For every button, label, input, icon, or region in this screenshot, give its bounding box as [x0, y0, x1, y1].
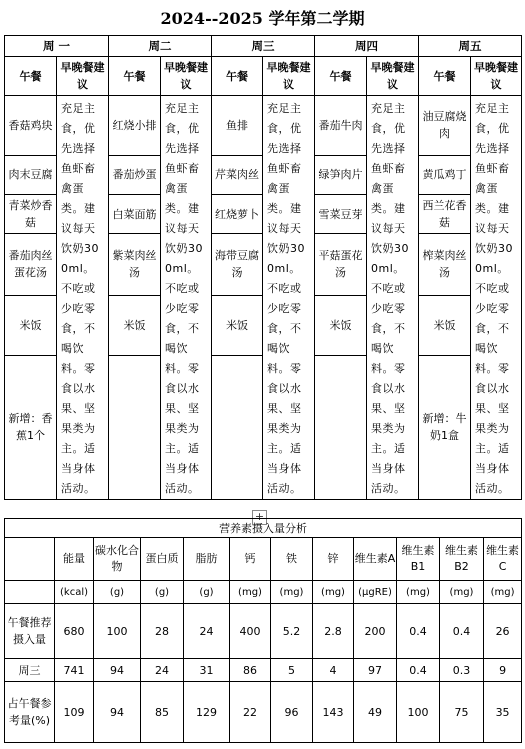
- lunch-extra: 新增：牛奶1盒: [419, 355, 471, 499]
- lunch-dish: 红烧萝卜: [212, 194, 263, 233]
- nutrient-header: 蛋白质: [141, 538, 184, 581]
- lunch-dish: 绿笋肉片: [315, 155, 367, 194]
- nutrient-value: 109: [55, 682, 94, 743]
- lunch-soup: 平菇蛋花汤: [315, 234, 367, 296]
- weekly-menu-table: [4, 35, 522, 500]
- lunch-soup: 紫菜肉丝汤: [109, 234, 161, 296]
- advice-header: 早晚餐建议: [367, 57, 419, 96]
- lunch-dish: 红烧小排: [109, 96, 161, 156]
- nutrient-value: 35: [484, 682, 522, 743]
- nutrient-value: 22: [230, 682, 271, 743]
- nutrient-header: 维生素A: [354, 538, 397, 581]
- lunch-staple: 米饭: [5, 295, 57, 355]
- nutrient-unit: (kcal): [55, 581, 94, 604]
- nutrient-value: 94: [94, 682, 141, 743]
- nutrient-header: 钙: [230, 538, 271, 581]
- meal-advice-thu: 充足主食，优先选择鱼虾畜禽蛋类。建议每天饮奶300ml。不吃或少吃零食，不喝饮料。零食以水果、坚果类为主。适当身体活动。: [367, 96, 419, 500]
- nutrient-header: 碳水化合物: [94, 538, 141, 581]
- lunch-dish: 芹菜肉丝: [212, 155, 263, 194]
- lunch-extra: [109, 355, 161, 499]
- nutrient-value: 75: [440, 682, 484, 743]
- lunch-dish: 黄瓜鸡丁: [419, 155, 471, 194]
- lunch-dish: 番茄炒蛋: [109, 155, 161, 194]
- nutrient-unit: (mg): [230, 581, 271, 604]
- lunch-staple: 米饭: [315, 295, 367, 355]
- nutrient-value: 28: [141, 604, 184, 659]
- nutrient-value: 2.8: [313, 604, 354, 659]
- nutrient-value: 4: [313, 659, 354, 682]
- page-title: 2024--2025 学年第二学期: [160, 9, 365, 28]
- nutrient-header: 维生素B2: [440, 538, 484, 581]
- lunch-dish: 肉末豆腐: [5, 155, 57, 194]
- nutrient-value: 100: [397, 682, 440, 743]
- lunch-extra: 新增：香蕉1个: [5, 355, 57, 499]
- nutrition-caption: 营养素摄入量分析: [5, 519, 522, 538]
- nutrient-value: 0.4: [397, 604, 440, 659]
- nutrient-value: 200: [354, 604, 397, 659]
- row-label-wednesday: 周三: [5, 659, 55, 682]
- day-header-fri: 周五: [419, 36, 522, 57]
- nutrient-value: 143: [313, 682, 354, 743]
- nutrient-unit: (mg): [484, 581, 522, 604]
- meal-advice-tue: 充足主食，优先选择鱼虾畜禽蛋类。建议每天饮奶300ml。不吃或少吃零食，不喝饮料。零食以水果、坚果类为主。适当身体活动。: [161, 96, 212, 500]
- meal-advice-mon: 充足主食，优先选择鱼虾畜禽蛋类。建议每天饮奶300ml。不吃或少吃零食，不喝饮料。零食以水果、坚果类为主。适当身体活动。: [57, 96, 109, 500]
- lunch-soup: 海带豆腐汤: [212, 234, 263, 296]
- nutrient-unit: (mg): [271, 581, 313, 604]
- nutrient-unit: (g): [184, 581, 230, 604]
- nutrition-analysis-table: [4, 518, 522, 743]
- corner-cell: [5, 538, 55, 581]
- nutrient-value: 96: [271, 682, 313, 743]
- add-table-handle-icon[interactable]: +: [252, 510, 267, 525]
- row-label-percent: 占午餐参考量(%): [5, 682, 55, 743]
- nutrient-value: 94: [94, 659, 141, 682]
- row-label-recommended: 午餐推荐摄入量: [5, 604, 55, 659]
- advice-header: 早晚餐建议: [471, 57, 522, 96]
- nutrient-value: 0.4: [440, 604, 484, 659]
- advice-header: 早晚餐建议: [161, 57, 212, 96]
- lunch-dish: 雪菜豆芽: [315, 194, 367, 233]
- nutrient-header: 铁: [271, 538, 313, 581]
- nutrient-value: 24: [141, 659, 184, 682]
- lunch-dish: 青菜炒香菇: [5, 194, 57, 233]
- lunch-header: 午餐: [5, 57, 57, 96]
- lunch-staple: 米饭: [212, 295, 263, 355]
- day-header-tue: 周二: [109, 36, 212, 57]
- lunch-extra: [315, 355, 367, 499]
- nutrient-header: 维生素C: [484, 538, 522, 581]
- nutrient-value: 5: [271, 659, 313, 682]
- nutrient-value: 24: [184, 604, 230, 659]
- nutrient-value: 0.3: [440, 659, 484, 682]
- lunch-extra: [212, 355, 263, 499]
- lunch-header: 午餐: [109, 57, 161, 96]
- nutrient-value: 49: [354, 682, 397, 743]
- lunch-dish: 白菜面筋: [109, 194, 161, 233]
- advice-header: 早晚餐建议: [57, 57, 109, 96]
- nutrient-value: 86: [230, 659, 271, 682]
- day-header-thu: 周四: [315, 36, 419, 57]
- nutrient-value: 31: [184, 659, 230, 682]
- lunch-dish: 西兰花香菇: [419, 194, 471, 233]
- lunch-soup: 榨菜肉丝汤: [419, 234, 471, 296]
- lunch-staple: 米饭: [419, 295, 471, 355]
- nutrient-value: 741: [55, 659, 94, 682]
- nutrient-header: 能量: [55, 538, 94, 581]
- nutrient-value: 26: [484, 604, 522, 659]
- nutrient-value: 100: [94, 604, 141, 659]
- lunch-dish: 鱼排: [212, 96, 263, 156]
- day-header-mon: 周 一: [5, 36, 109, 57]
- lunch-header: 午餐: [315, 57, 367, 96]
- lunch-dish: 番茄牛肉: [315, 96, 367, 156]
- corner-cell: [5, 581, 55, 604]
- meal-advice-wed: 充足主食，优先选择鱼虾畜禽蛋类。建议每天饮奶300ml。不吃或少吃零食，不喝饮料。零食以水果、坚果类为主。适当身体活动。: [263, 96, 315, 500]
- nutrient-unit: (g): [94, 581, 141, 604]
- lunch-dish: 油豆腐烧肉: [419, 96, 471, 156]
- lunch-header: 午餐: [419, 57, 471, 96]
- nutrient-value: 97: [354, 659, 397, 682]
- nutrient-header: 脂肪: [184, 538, 230, 581]
- nutrient-value: 85: [141, 682, 184, 743]
- lunch-header: 午餐: [212, 57, 263, 96]
- nutrient-unit: (mg): [440, 581, 484, 604]
- nutrient-unit: (μgRE): [354, 581, 397, 604]
- nutrient-unit: (mg): [313, 581, 354, 604]
- nutrient-value: 5.2: [271, 604, 313, 659]
- nutrient-header: 维生素B1: [397, 538, 440, 581]
- nutrient-unit: (mg): [397, 581, 440, 604]
- nutrient-value: 680: [55, 604, 94, 659]
- nutrient-value: 0.4: [397, 659, 440, 682]
- nutrient-value: 9: [484, 659, 522, 682]
- nutrient-value: 400: [230, 604, 271, 659]
- day-header-wed: 周三: [212, 36, 315, 57]
- lunch-dish: 香菇鸡块: [5, 96, 57, 156]
- lunch-staple: 米饭: [109, 295, 161, 355]
- nutrient-unit: (g): [141, 581, 184, 604]
- nutrient-value: 129: [184, 682, 230, 743]
- lunch-soup: 番茄肉丝蛋花汤: [5, 234, 57, 296]
- advice-header: 早晚餐建议: [263, 57, 315, 96]
- meal-advice-fri: 充足主食，优先选择鱼虾畜禽蛋类。建议每天饮奶300ml。不吃或少吃零食，不喝饮料。零食以水果、坚果类为主。适当身体活动。: [471, 96, 522, 500]
- nutrient-header: 锌: [313, 538, 354, 581]
